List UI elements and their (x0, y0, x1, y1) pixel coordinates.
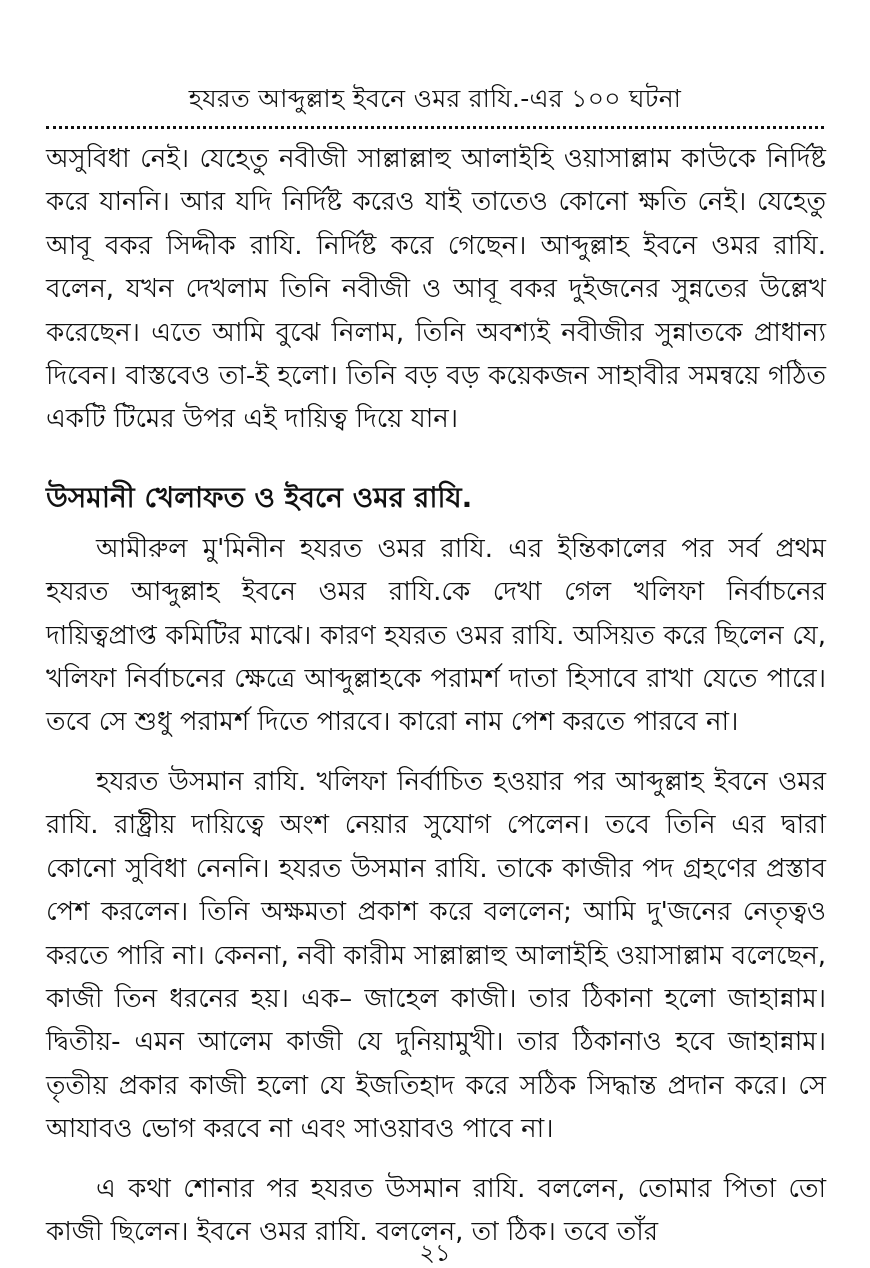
header-dotted-rule (46, 126, 824, 129)
page-number: ২১ (419, 1239, 451, 1267)
paragraph-3: হযরত উসমান রাযি. খলিফা নির্বাচিত হওয়ার পর আব্দুল্লাহ ইবনে ওমর রাযি. রাষ্ট্রীয় দায়িত্বে অংশ নেয়ার সুযোগ পেলেন। তবে তিনি এর দ্বারা কোনো সুবিধা নেননি। হযরত উসমান রাযি. তাকে কাজীর পদ গ্রহণের প্রস্তাব পেশ করলেন। তিনি অক্ষমতা প্রকাশ করে বললেন; আমি দু'জনের নেতৃত্বও করতে পারি না। কেননা, নবী কারীম সাল্লাল্লাহু আলাইহি ওয়াসাল্লাম বলেছেন, কাজী তিন ধরনের হয়। এক– জাহেল কাজী। তার ঠিকানা হলো জাহান্নাম। দ্বিতীয়- এমন আলেম কাজী যে দুনিয়ামুখী। তার ঠিকানাও হবে জাহান্নাম। তৃতীয় প্রকার কাজী হলো যে ইজতিহাদ করে সঠিক সিদ্ধান্ত প্রদান করে। সে আযাবও ভোগ করবে না এবং সাওয়াবও পাবে না। (46, 766, 826, 1145)
paragraph-1: অসুবিধা নেই। যেহেতু নবীজী সাল্লাল্লাহু আলাইহি ওয়াসাল্লাম কাউকে নির্দিষ্ট করে যাননি। আর যদি নির্দিষ্ট করেও যাই তাতেও কোনো ক্ষতি নেই। যেহেতু আবূ বকর সিদ্দীক রাযি. নির্দিষ্ট করে গেছেন। আব্দুল্লাহ ইবনে ওমর রাযি. বলেন, যখন দেখলাম তিনি নবীজী ও আবূ বকর দুইজনের সুন্নতের উল্লেখ করেছেন। এতে আমি বুঝে নিলাম, তিনি অবশ্যই নবীজীর সুন্নাতকে প্রাধান্য দিবেন। বাস্তবেও তা-ই হলো। তিনি বড় বড় কয়েকজন সাহাবীর সমন্বয়ে গঠিত একটি টিমের উপর এই দায়িত্ব দিয়ে যান। (46, 144, 826, 435)
section-heading: উসমানী খেলাফত ও ইবনে ওমর রাযি. (46, 480, 473, 514)
running-header: হযরত আব্দুল্লাহ ইবনে ওমর রাযি.-এর ১০০ ঘটনা (188, 84, 682, 113)
paragraph-2: আমীরুল মু'মিনীন হযরত ওমর রাযি. এর ইন্তিকালের পর সর্ব প্রথম হযরত আব্দুল্লাহ ইবনে ওমর রাযি.কে দেখা গেল খলিফা নির্বাচনের দায়িত্বপ্রাপ্ত কমিটির মাঝে। কারণ হযরত ওমর রাযি. অসিয়ত করে ছিলেন যে, খলিফা নির্বাচনের ক্ষেত্রে আব্দুল্লাহকে পরামর্শ দাতা হিসাবে রাখা যেতে পারে। তবে সে শুধু পরামর্শ দিতে পারবে। কারো নাম পেশ করতে পারবে না। (46, 533, 826, 738)
paragraph-4: এ কথা শোনার পর হযরত উসমান রাযি. বললেন, তোমার পিতা তো কাজী ছিলেন। ইবনে ওমর রাযি. বললেন, তা ঠিক। তবে তাঁর (46, 1173, 826, 1247)
body-text (46, 138, 826, 1254)
